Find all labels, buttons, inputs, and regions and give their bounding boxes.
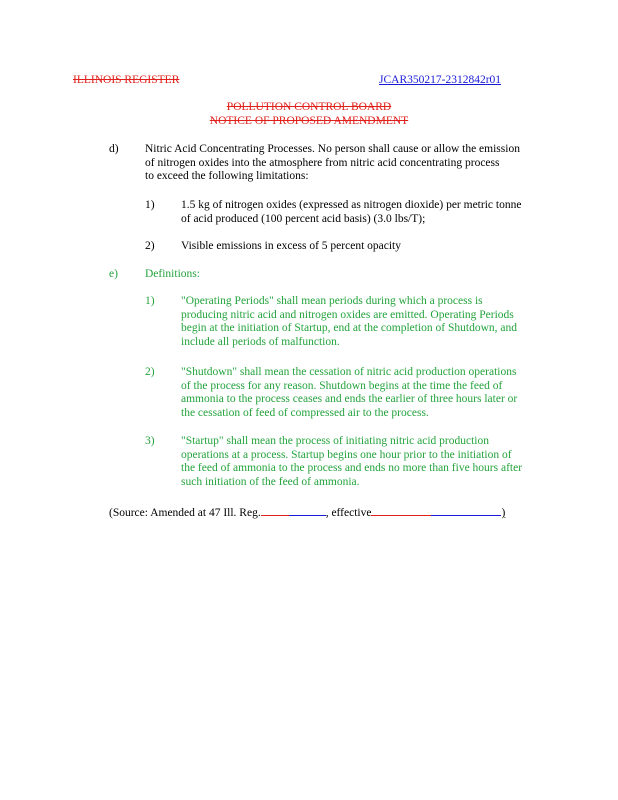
definition-line: begin at the initiation of Startup, end at the completion of Shutdown, and: [181, 322, 517, 335]
date-blank-red: [371, 506, 431, 516]
definition-3-text: [181, 435, 522, 489]
definition-1-text: [181, 295, 517, 349]
section-d-line: Nitric Acid Concentrating Processes. No person shall cause or allow the emission: [145, 143, 520, 155]
source-note: [109, 506, 505, 520]
section-e-heading: Definitions:: [145, 268, 200, 280]
definition-line: ammonia to the process ceases and ends the earlier of three hours later or: [181, 393, 518, 406]
source-close: ): [501, 507, 506, 519]
page-blank-red: [261, 506, 289, 516]
register-header: ILLINOIS REGISTER: [73, 74, 180, 86]
definition-line: such initiation of the feed of ammonia.: [181, 475, 360, 488]
document-id: [379, 74, 501, 87]
section-d-item-1-label: 1): [145, 199, 155, 211]
definition-line: the cessation of feed of compressed air to the process.: [181, 406, 429, 419]
section-d-text: [145, 143, 520, 184]
page-blank-blue: [289, 506, 326, 516]
definition-line: "Startup" shall mean the process of initiating nitric acid production: [181, 435, 489, 447]
section-d-item-line: 1.5 kg of nitrogen oxides (expressed as nitrogen dioxide) per metric tonne: [181, 199, 522, 211]
section-d-label: d): [109, 143, 119, 155]
definition-line: of the process for any reason. Shutdown begins at the time the feed of: [181, 379, 503, 392]
definition-line: operations at a process. Startup begins one hour prior to the initiation of: [181, 448, 512, 461]
definition-2-label: 2): [145, 366, 155, 378]
section-d-item-line: of acid produced (100 percent acid basis) (3.0 lbs/T);: [181, 212, 426, 225]
section-d-item-line: Visible emissions in excess of 5 percent opacity: [181, 240, 401, 252]
notice-title: NOTICE OF PROPOSED AMENDMENT: [209, 115, 409, 127]
definition-line: "Operating Periods" shall mean periods during which a process is: [181, 295, 483, 307]
date-blank-blue: [431, 506, 501, 516]
definition-1-label: 1): [145, 295, 155, 307]
section-d-line: to exceed the following limitations:: [145, 170, 309, 183]
section-e-label: e): [109, 268, 118, 280]
section-d-line: of nitrogen oxides into the atmosphere from nitric acid concentrating process: [145, 156, 500, 169]
definition-line: include all periods of malfunction.: [181, 335, 340, 348]
document-id-main: JCAR350217-2312842: [379, 74, 486, 86]
definition-2-text: [181, 366, 517, 420]
section-d-item-2-label: 2): [145, 240, 155, 252]
definition-line: "Shutdown" shall mean the cessation of nitric acid production operations: [181, 366, 517, 378]
section-d-item-2-text: [181, 240, 401, 254]
section-d-item-1-text: [181, 199, 521, 226]
source-effective: , effective: [325, 507, 372, 519]
definition-3-label: 3): [145, 435, 155, 447]
document-id-suffix: r01: [485, 74, 502, 86]
source-prefix: (Source: Amended at 47 Ill. Reg.: [109, 507, 261, 519]
definition-line: the feed of ammonia to the process and ends no more than five hours after: [181, 462, 523, 475]
definition-line: producing nitric acid and nitrogen oxides are emitted. Operating Periods: [181, 308, 514, 321]
board-title: POLLUTION CONTROL BOARD: [226, 101, 392, 113]
